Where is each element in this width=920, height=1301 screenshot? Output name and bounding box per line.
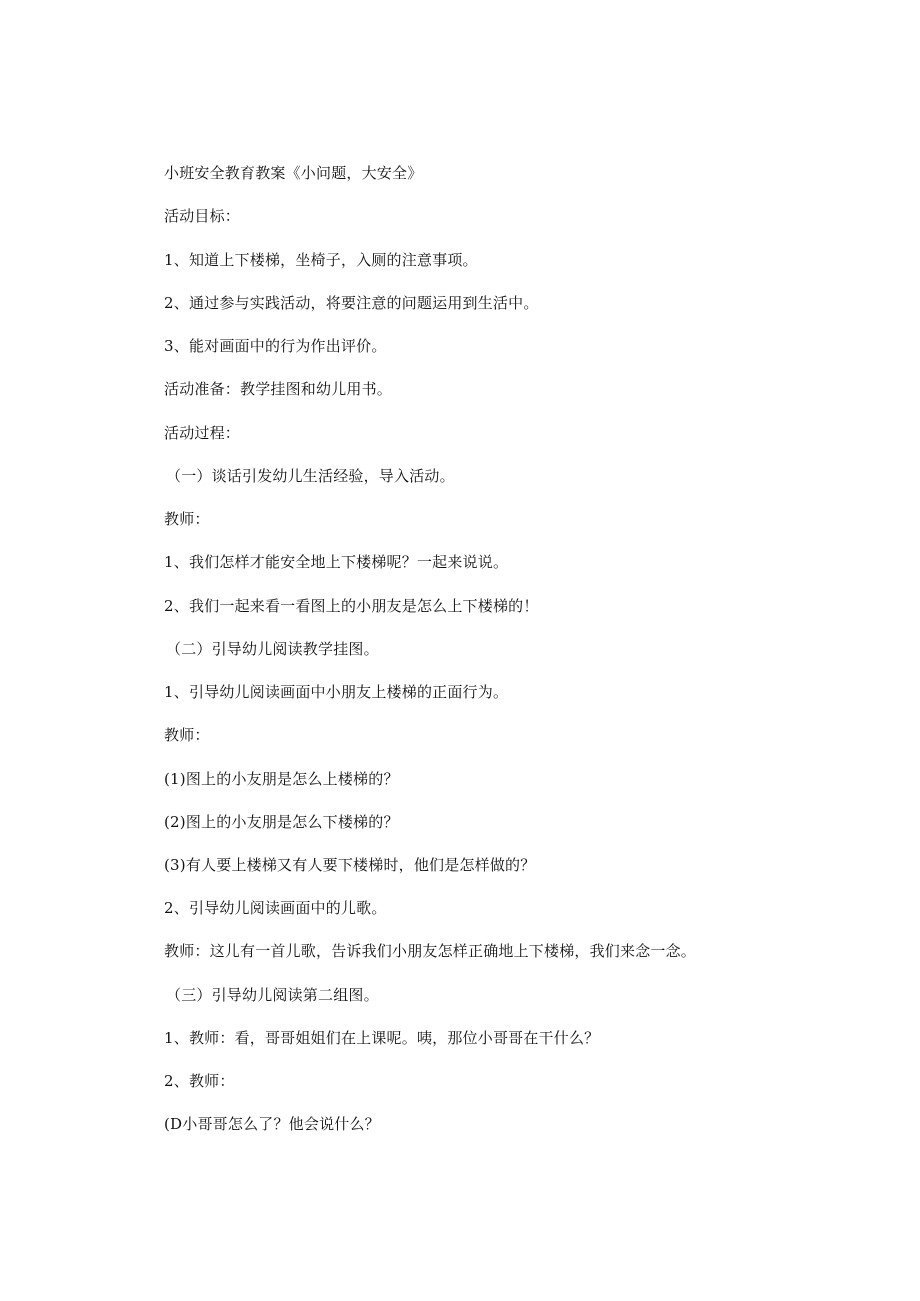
- paragraph: (D小哥哥怎么了？他会说什么？: [164, 1115, 380, 1133]
- paragraph: 教师：: [164, 726, 210, 744]
- paragraph: (1)图上的小友朋是怎么上楼梯的？: [164, 770, 399, 788]
- paragraph: 1、引导幼儿阅读画面中小朋友上楼梯的正面行为。: [164, 683, 509, 701]
- paragraph: (3)有人要上楼梯又有人要下楼梯时，他们是怎样做的？: [164, 856, 536, 874]
- paragraph: 1、教师：看，哥哥姐姐们在上课呢。咦，那位小哥哥在干什么？: [164, 1029, 600, 1047]
- paragraph: 2、引导幼儿阅读画面中的儿歌。: [164, 899, 387, 917]
- paragraph: 活动目标：: [164, 207, 241, 225]
- paragraph: 3、能对画面中的行为作出评价。: [164, 337, 387, 355]
- paragraph: 1、我们怎样才能安全地上下楼梯呢？一起来说说。: [164, 553, 509, 571]
- section-heading: （三）引导幼儿阅读第二组图。: [166, 986, 379, 1004]
- paragraph: (2)图上的小友朋是怎么下楼梯的？: [164, 813, 399, 831]
- paragraph: 教师：这儿有一首儿歌，告诉我们小朋友怎样正确地上下楼梯，我们来念一念。: [164, 942, 697, 960]
- paragraph: 教师：: [164, 510, 210, 528]
- section-heading: （一）谈话引发幼儿生活经验，导入活动。: [166, 467, 455, 485]
- paragraph: 1、知道上下楼梯，坐椅子，入厕的注意事项。: [164, 251, 478, 269]
- document-title: 小班安全教育教案《小问题，大安全》: [164, 164, 423, 182]
- paragraph: 活动过程：: [164, 424, 241, 442]
- paragraph: 活动准备：教学挂图和幼儿用书。: [164, 380, 393, 398]
- paragraph: 2、我们一起来看一看图上的小朋友是怎么上下楼梯的！: [164, 597, 539, 615]
- paragraph: 2、通过参与实践活动，将要注意的问题运用到生活中。: [164, 294, 539, 312]
- paragraph: 2、教师：: [164, 1072, 235, 1090]
- section-heading: （二）引导幼儿阅读教学挂图。: [166, 640, 379, 658]
